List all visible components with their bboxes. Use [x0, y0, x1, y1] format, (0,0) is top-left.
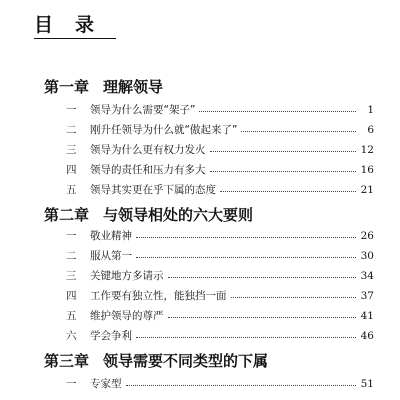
toc-entry[interactable] [66, 142, 374, 158]
entry-page: 12 [360, 144, 374, 156]
entry-page: 37 [360, 290, 374, 302]
leader-dots [126, 376, 357, 386]
leader-dots [241, 122, 356, 132]
entry-text: 工作要有独立性，能独挡一面 [90, 290, 227, 302]
entry-page: 6 [367, 124, 374, 136]
entry-page: 41 [360, 310, 374, 322]
leader-dots [136, 248, 356, 258]
toc-entry[interactable] [66, 102, 374, 118]
chapter-heading [44, 352, 374, 370]
leader-dots [210, 162, 357, 172]
leader-dots [220, 182, 356, 192]
chapter-title: 理解领导 [103, 78, 164, 96]
entry-page: 21 [360, 184, 374, 196]
entry-number: 三 [66, 144, 77, 156]
toc-entry[interactable] [66, 288, 374, 304]
entry-text: 关键地方多请示 [90, 270, 164, 282]
toc-entry[interactable] [66, 228, 374, 244]
chapter-label: 第二章 [44, 206, 90, 224]
entry-text: 领导为什么更有权力发火 [90, 144, 206, 156]
entry-number: 六 [66, 330, 77, 342]
entry-page: 46 [360, 330, 374, 342]
entry-text: 敬业精神 [90, 230, 132, 242]
toc-entry[interactable] [66, 308, 374, 324]
toc-entry[interactable] [66, 248, 374, 264]
entry-number: 五 [66, 310, 77, 322]
entry-number: 一 [66, 230, 77, 242]
leader-dots [210, 142, 357, 152]
entry-page: 16 [360, 164, 374, 176]
leader-dots [199, 102, 356, 112]
leader-dots [136, 228, 356, 238]
entry-page: 34 [360, 270, 374, 282]
leader-dots [168, 308, 357, 318]
chapter-title: 与领导相处的六大要则 [103, 206, 254, 224]
entry-number: 二 [66, 124, 77, 136]
leader-dots [168, 268, 357, 278]
toc-entry[interactable] [66, 162, 374, 178]
entry-number: 三 [66, 270, 77, 282]
toc-entry[interactable] [66, 268, 374, 284]
entry-number: 一 [66, 378, 77, 390]
toc-entry[interactable] [66, 122, 374, 138]
entry-text: 领导的责任和压力有多大 [90, 164, 206, 176]
entry-text: 学会争利 [90, 330, 132, 342]
entry-number: 一 [66, 104, 77, 116]
entry-page: 1 [367, 104, 374, 116]
entry-text: 领导为什么需要“架子” [90, 104, 196, 116]
leader-dots [136, 328, 356, 338]
toc-entry[interactable] [66, 376, 374, 392]
chapter-heading [44, 206, 374, 224]
chapter-label: 第一章 [44, 78, 90, 96]
chapter-title: 领导需要不同类型的下属 [103, 352, 269, 370]
entry-number: 四 [66, 164, 77, 176]
leader-dots [231, 288, 357, 298]
entry-page: 30 [360, 250, 374, 262]
entry-number: 五 [66, 184, 77, 196]
entry-number: 四 [66, 290, 77, 302]
entry-text: 专家型 [90, 378, 122, 390]
entry-text: 刚升任领导为什么就“傲起来了” [90, 124, 238, 136]
toc-title: 目录 [34, 14, 116, 39]
toc-entry[interactable] [66, 328, 374, 344]
entry-number: 二 [66, 250, 77, 262]
toc-entry[interactable] [66, 182, 374, 198]
entry-page: 26 [360, 230, 374, 242]
entry-text: 领导其实更在乎下属的态度 [90, 184, 216, 196]
chapter-label: 第三章 [44, 352, 90, 370]
entry-page: 51 [360, 378, 374, 390]
entry-text: 维护领导的尊严 [90, 310, 164, 322]
entry-text: 服从第一 [90, 250, 132, 262]
chapter-heading [44, 78, 374, 96]
